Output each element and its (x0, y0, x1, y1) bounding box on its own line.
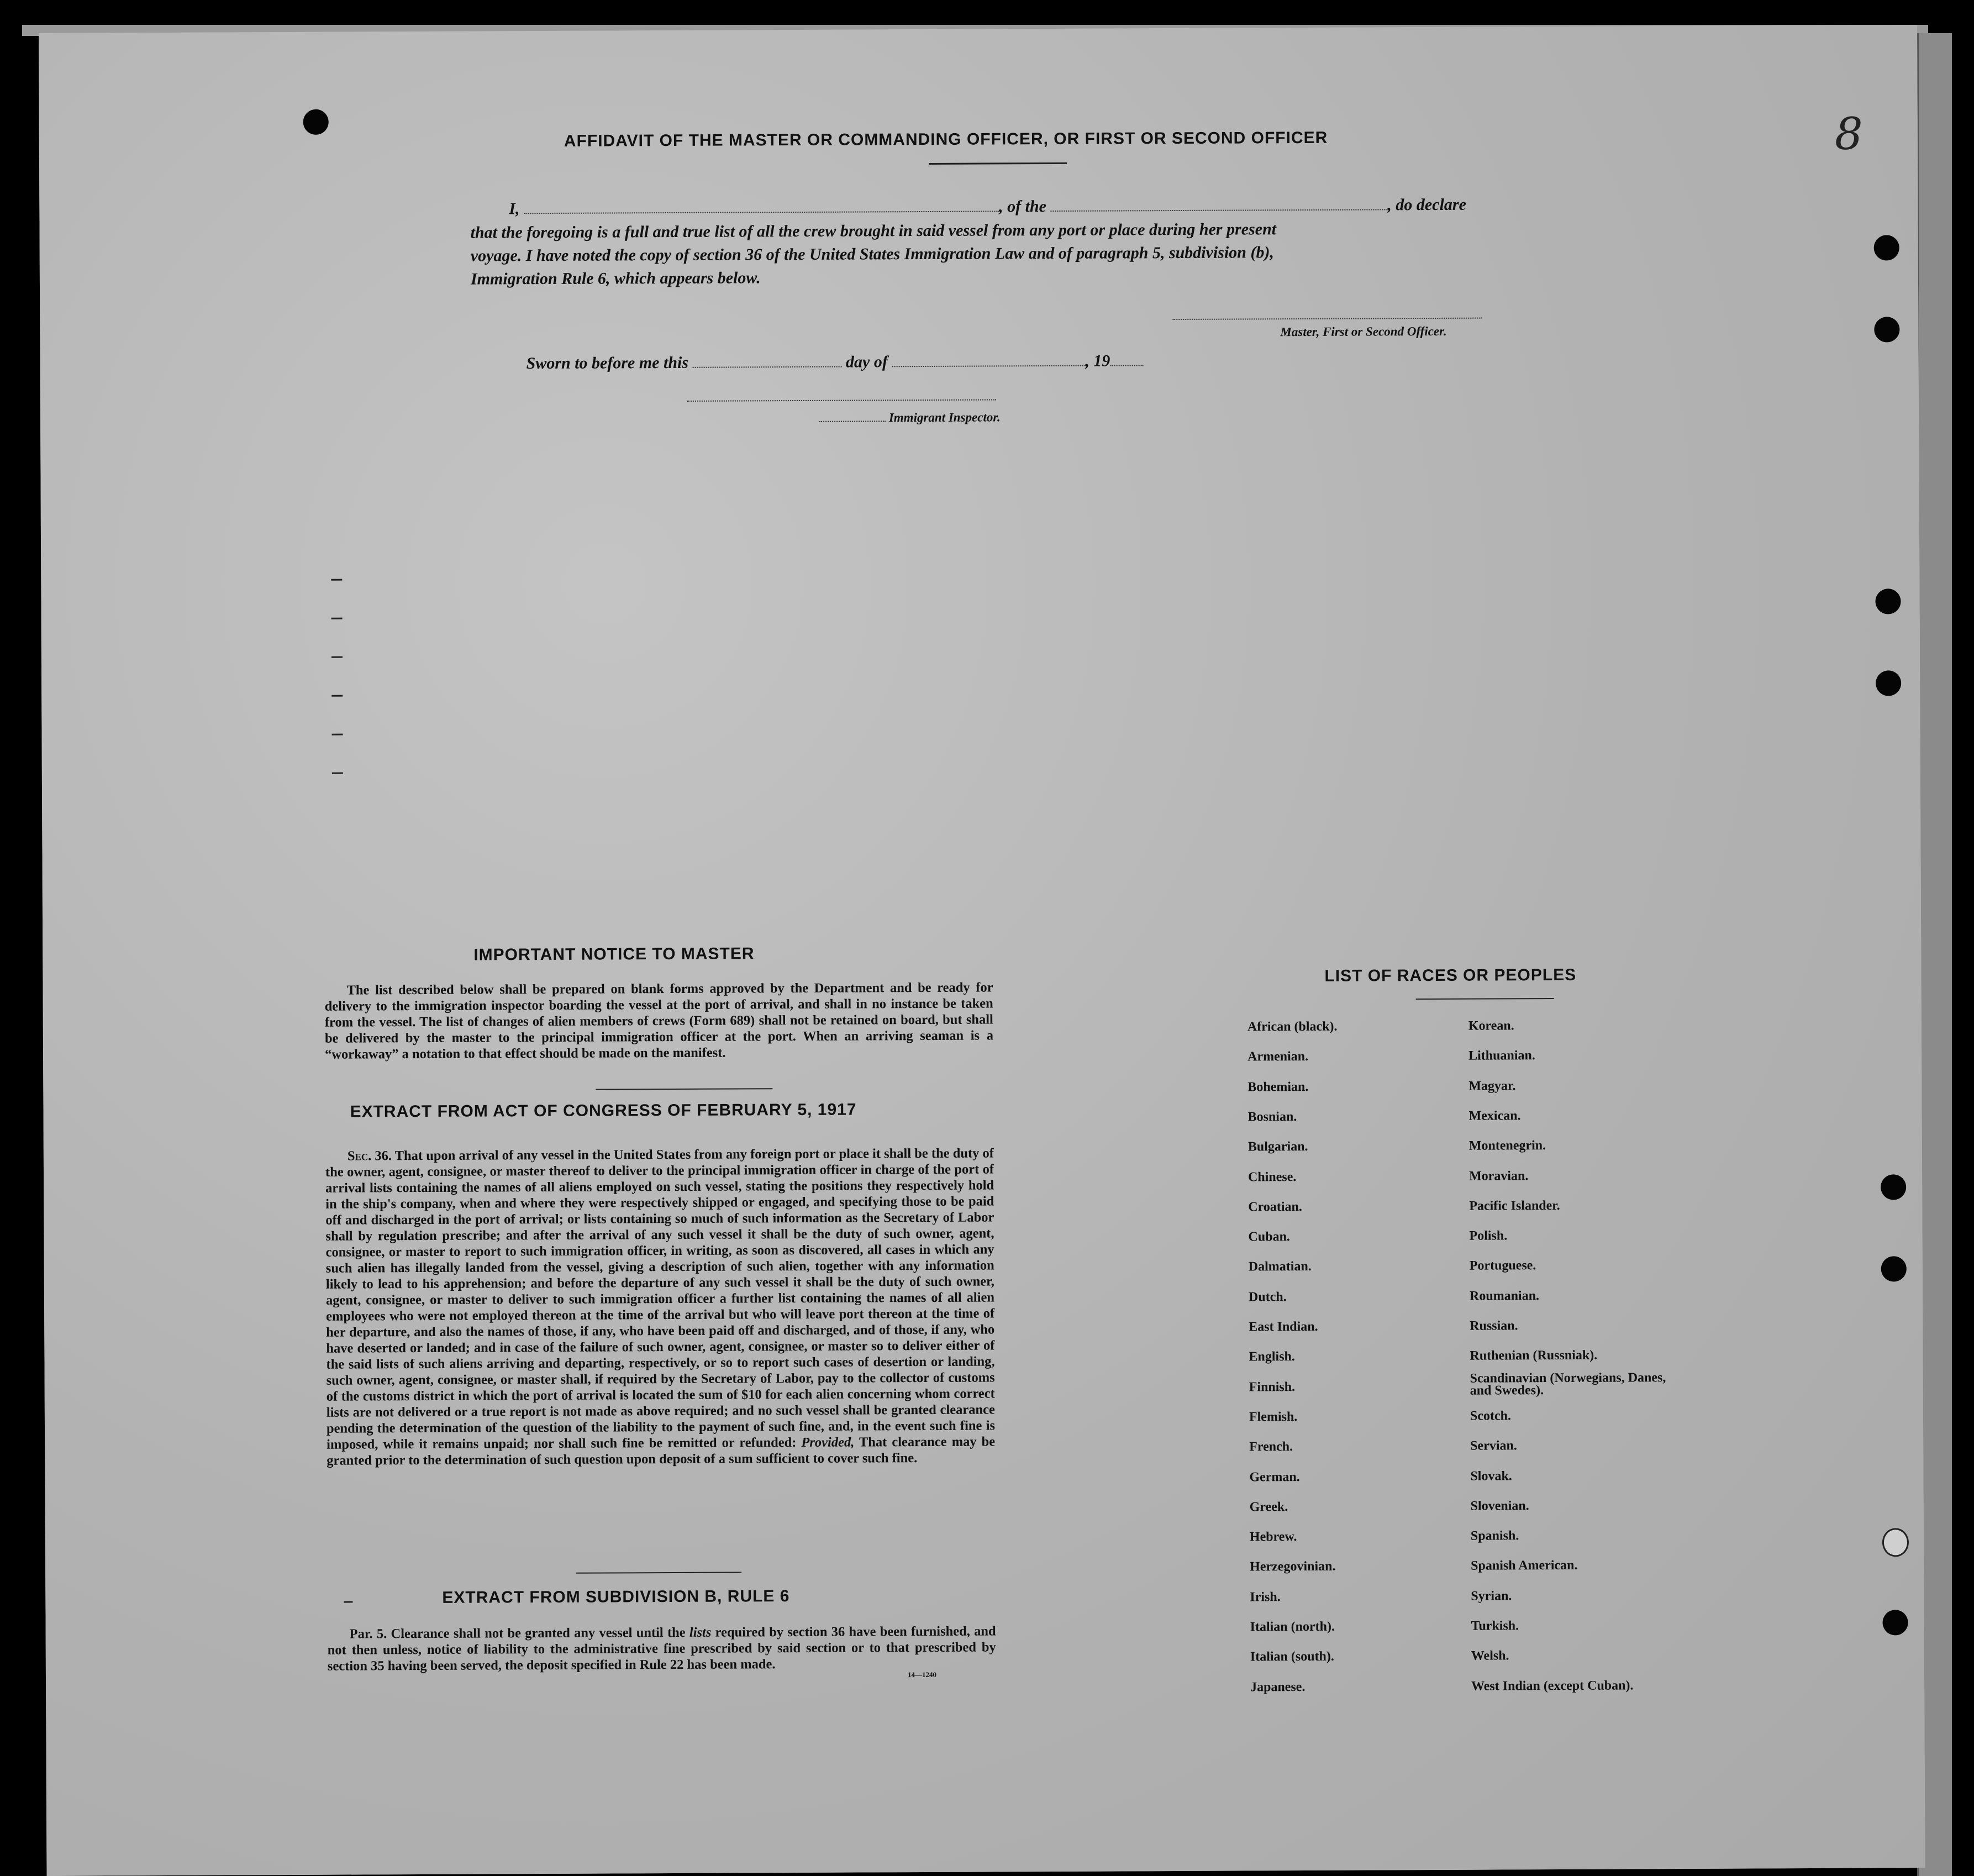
race-entry: Servian. (1470, 1438, 1517, 1453)
race-entry: Japanese. (1250, 1679, 1306, 1695)
affidavit-i: I, (509, 199, 520, 218)
race-entry: English. (1249, 1349, 1295, 1364)
inspector-signature-blank[interactable] (687, 399, 996, 401)
race-entry: Montenegrin. (1468, 1138, 1546, 1153)
form-sheet (39, 25, 1925, 1876)
race-entry: German. (1249, 1469, 1300, 1484)
race-entry: Hebrew. (1249, 1530, 1297, 1544)
form-number: 14—1240 (907, 1670, 937, 1679)
race-entry: Armenian. (1247, 1049, 1309, 1064)
sec-36-text: That upon arrival of any vessel in the United States from any foreign port or place it shall be the duty of the owner, agent, consignee, or master thereof to deliver to the principal immigration officer in charge of the port of arrival lists containing the names of all aliens employed on such vessel, stating the positions they respectively hold in the ship's company, when and where they were respectively shipped or engaged, and specifying those to be paid off and discharged in the port of arrival; or lists containing so much of such information as the Secretary of Labor shall by regulation prescribe; and after the arrival of any such vessel it shall be the duty of such owner, agent, consignee, or master to report to such immigration officer, in writing, as soon as discovered, all cases in which any such alien has illegally landed from the vessel, giving a description of such alien, together with any information likely to lead to his apprehension; and before the departure of any such vessel it shall be the duty of such owner, agent, consignee, or master to deliver to such immigration officer a further list containing the names of all alien employees who were not employed thereon at the time of the arrival but who will leave port thereon at the time of her departure, and also the names of those, if any, who have been paid off and discharged, and of those, if any, who have deserted or landed; and in case of the failure of such owner, agent, consignee, or master so to deliver either of the said lists of such aliens arriving and departing, respectively, or so to report such cases of desertion or landing, such owner, agent, consignee, or master shall, if required by the Secretary of Labor, pay to the collector of customs of the customs district in which the port of arrival is located the sum of $10 for each alien concerning whom correct lists are not delivered or a true report is not made as above required; and no such vessel shall be granted clearance pending the determination of the question of the liability to the payment of such fine, and, in the event such fine is imposed, while it remains unpaid; nor shall such fine be remitted or refunded: (325, 1145, 996, 1452)
race-entry: Portuguese. (1469, 1258, 1536, 1274)
race-entry: Welsh. (1471, 1648, 1509, 1664)
year-text: , 19 (1085, 351, 1110, 370)
margin-tick (331, 656, 343, 658)
extract-rule-title: EXTRACT FROM SUBDIVISION B, RULE 6 (442, 1587, 790, 1607)
race-entry: Italian (north). (1250, 1619, 1335, 1635)
race-entry: Turkish. (1471, 1618, 1519, 1633)
race-entry: Ruthenian (Russniak). (1470, 1348, 1598, 1364)
race-entry: French. (1249, 1439, 1293, 1454)
race-entry: Korean. (1468, 1018, 1514, 1033)
master-signature-blank[interactable] (1172, 318, 1482, 320)
race-entry: Magyar. (1468, 1078, 1516, 1094)
race-entry: Roumanian. (1469, 1288, 1540, 1304)
punch-hole-icon (1874, 235, 1899, 260)
race-entry: Italian (south). (1250, 1649, 1334, 1664)
affidavit-line-4: Immigration Rule 6, which appears below. (470, 269, 761, 288)
inspector-label-dots (819, 414, 886, 422)
race-entry: Russian. (1470, 1318, 1518, 1333)
race-entry: Slovenian. (1470, 1499, 1529, 1514)
race-entry: Lithuanian. (1468, 1048, 1535, 1064)
race-entry: Mexican. (1468, 1108, 1521, 1123)
vessel-name-blank[interactable] (1050, 199, 1387, 212)
notice-text: The list described below shall be prepared on blank forms approved by the Department and be ready for delivery to the immigration inspector boarding the vessel at the port of arrival, and shall in no instance be taken from the vessel. The list of changes of alien members of crews (Form 689) shall not be retained on board, but shall be delivered by the master to the principal immigration officer at the port. When an arriving seaman is a “workaway” a notation to that effect should be made on the manifest. (324, 980, 993, 1062)
sworn-year-blank[interactable] (1110, 355, 1143, 366)
title-underline (929, 162, 1067, 165)
corner-handwritten-mark: 8 (1834, 108, 1863, 160)
race-entry: Bosnian. (1247, 1109, 1297, 1124)
punch-hole-icon (1875, 588, 1901, 614)
day-of-text: day of (845, 353, 888, 371)
margin-tick (344, 1601, 352, 1603)
par5-text-before: Par. 5. Clearance shall not be granted any vessel until the (349, 1625, 686, 1642)
affidavit-title: AFFIDAVIT OF THE MASTER OR COMMANDING OFFICER, OR FIRST OR SECOND OFFICER (564, 128, 1328, 150)
extract-rule-text (328, 1623, 996, 1674)
punch-hole-icon (1881, 1174, 1906, 1200)
extract-act-text (325, 1145, 996, 1468)
race-entry: Dalmatian. (1248, 1259, 1312, 1274)
affidavit-line-2: that the foregoing is a full and true list of all the crew brought in said vessel from any port or place during her present (470, 220, 1277, 242)
lists-word: lists (689, 1625, 712, 1640)
races-title-underline (1416, 998, 1554, 1000)
margin-tick (332, 773, 343, 774)
race-entry: Croatian. (1248, 1199, 1302, 1215)
master-signature-label: Master, First or Second Officer. (1280, 324, 1447, 339)
race-entry: Spanish American. (1471, 1558, 1578, 1574)
race-entry: Spanish. (1470, 1528, 1519, 1543)
race-entry: Polish. (1469, 1228, 1508, 1243)
inspector-label-row (819, 410, 1001, 425)
affidavit-of-the: , of the (999, 197, 1046, 216)
race-entry: Chinese. (1247, 1169, 1297, 1184)
provided-label: Provided, (801, 1434, 855, 1451)
race-entry: Syrian. (1471, 1589, 1512, 1604)
sec-label: Sec. 36. (347, 1148, 392, 1164)
race-entry: Moravian. (1468, 1168, 1529, 1184)
inspector-label: Immigrant Inspector. (888, 410, 1001, 425)
sworn-day-blank[interactable] (692, 356, 841, 368)
race-entry: Cuban. (1248, 1229, 1290, 1244)
margin-tick (331, 579, 342, 581)
par5-text-after: required by section 36 have been furnished, and not then unless, notice of liability to the administrative fine prescribed by said section or to that prescribed by section 35 having been served, the deposit specified in Rule 22 has been made. (327, 1623, 996, 1674)
notice-title: IMPORTANT NOTICE TO MASTER (473, 944, 755, 964)
punch-hole-reinforced-icon (1882, 1528, 1909, 1557)
punch-hole-icon (1876, 670, 1901, 696)
punch-hole-icon (1874, 317, 1899, 342)
margin-tick (331, 695, 343, 697)
margin-tick (332, 734, 343, 735)
margin-tick (331, 618, 343, 619)
race-entry: East Indian. (1249, 1319, 1318, 1334)
extract-act-rule (576, 1572, 741, 1573)
race-entry: Dutch. (1248, 1289, 1287, 1305)
punch-hole-icon (1882, 1610, 1908, 1635)
sworn-month-blank[interactable] (892, 355, 1085, 367)
provided-text: That clearance may be granted prior to the determination of such question upon deposit of a sum sufficient to cover such fine. (327, 1434, 996, 1468)
race-entry: Slovak. (1470, 1468, 1512, 1484)
race-entry: Greek. (1249, 1499, 1288, 1515)
race-entry: West Indian (except Cuban). (1471, 1678, 1634, 1694)
affidavit-line-1 (509, 196, 1466, 219)
race-entry: Irish. (1250, 1589, 1281, 1605)
race-entry: African (black). (1247, 1019, 1338, 1034)
sworn-text: Sworn to before me this (526, 353, 689, 373)
notice-rule (596, 1088, 772, 1090)
race-entry: Bulgarian. (1247, 1139, 1308, 1154)
affidavit-line-3: voyage. I have noted the copy of section 36 of the United States Immigration Law and of paragraph 5, subdivision (b), (470, 243, 1274, 265)
punch-hole-icon (303, 109, 329, 135)
race-entry: Scandinavian (Norwegians, Danes, and Swedes). (1470, 1370, 1666, 1398)
race-entry: Scotch. (1470, 1409, 1512, 1423)
race-entry: Bohemian. (1247, 1079, 1309, 1095)
race-entry: Finnish. (1249, 1379, 1296, 1395)
sworn-line (527, 351, 1144, 373)
races-title: LIST OF RACES OR PEOPLES (1324, 965, 1577, 985)
extract-act-title: EXTRACT FROM ACT OF CONGRESS OF FEBRUARY 5, 1917 (350, 1100, 857, 1121)
race-entry: Herzegovinian. (1250, 1559, 1336, 1574)
race-entry: Pacific Islander. (1469, 1198, 1560, 1213)
master-name-blank[interactable] (524, 201, 999, 214)
race-entry: Flemish. (1249, 1409, 1298, 1425)
punch-hole-icon (1881, 1256, 1907, 1281)
affidavit-do-declare: , do declare (1387, 195, 1466, 214)
